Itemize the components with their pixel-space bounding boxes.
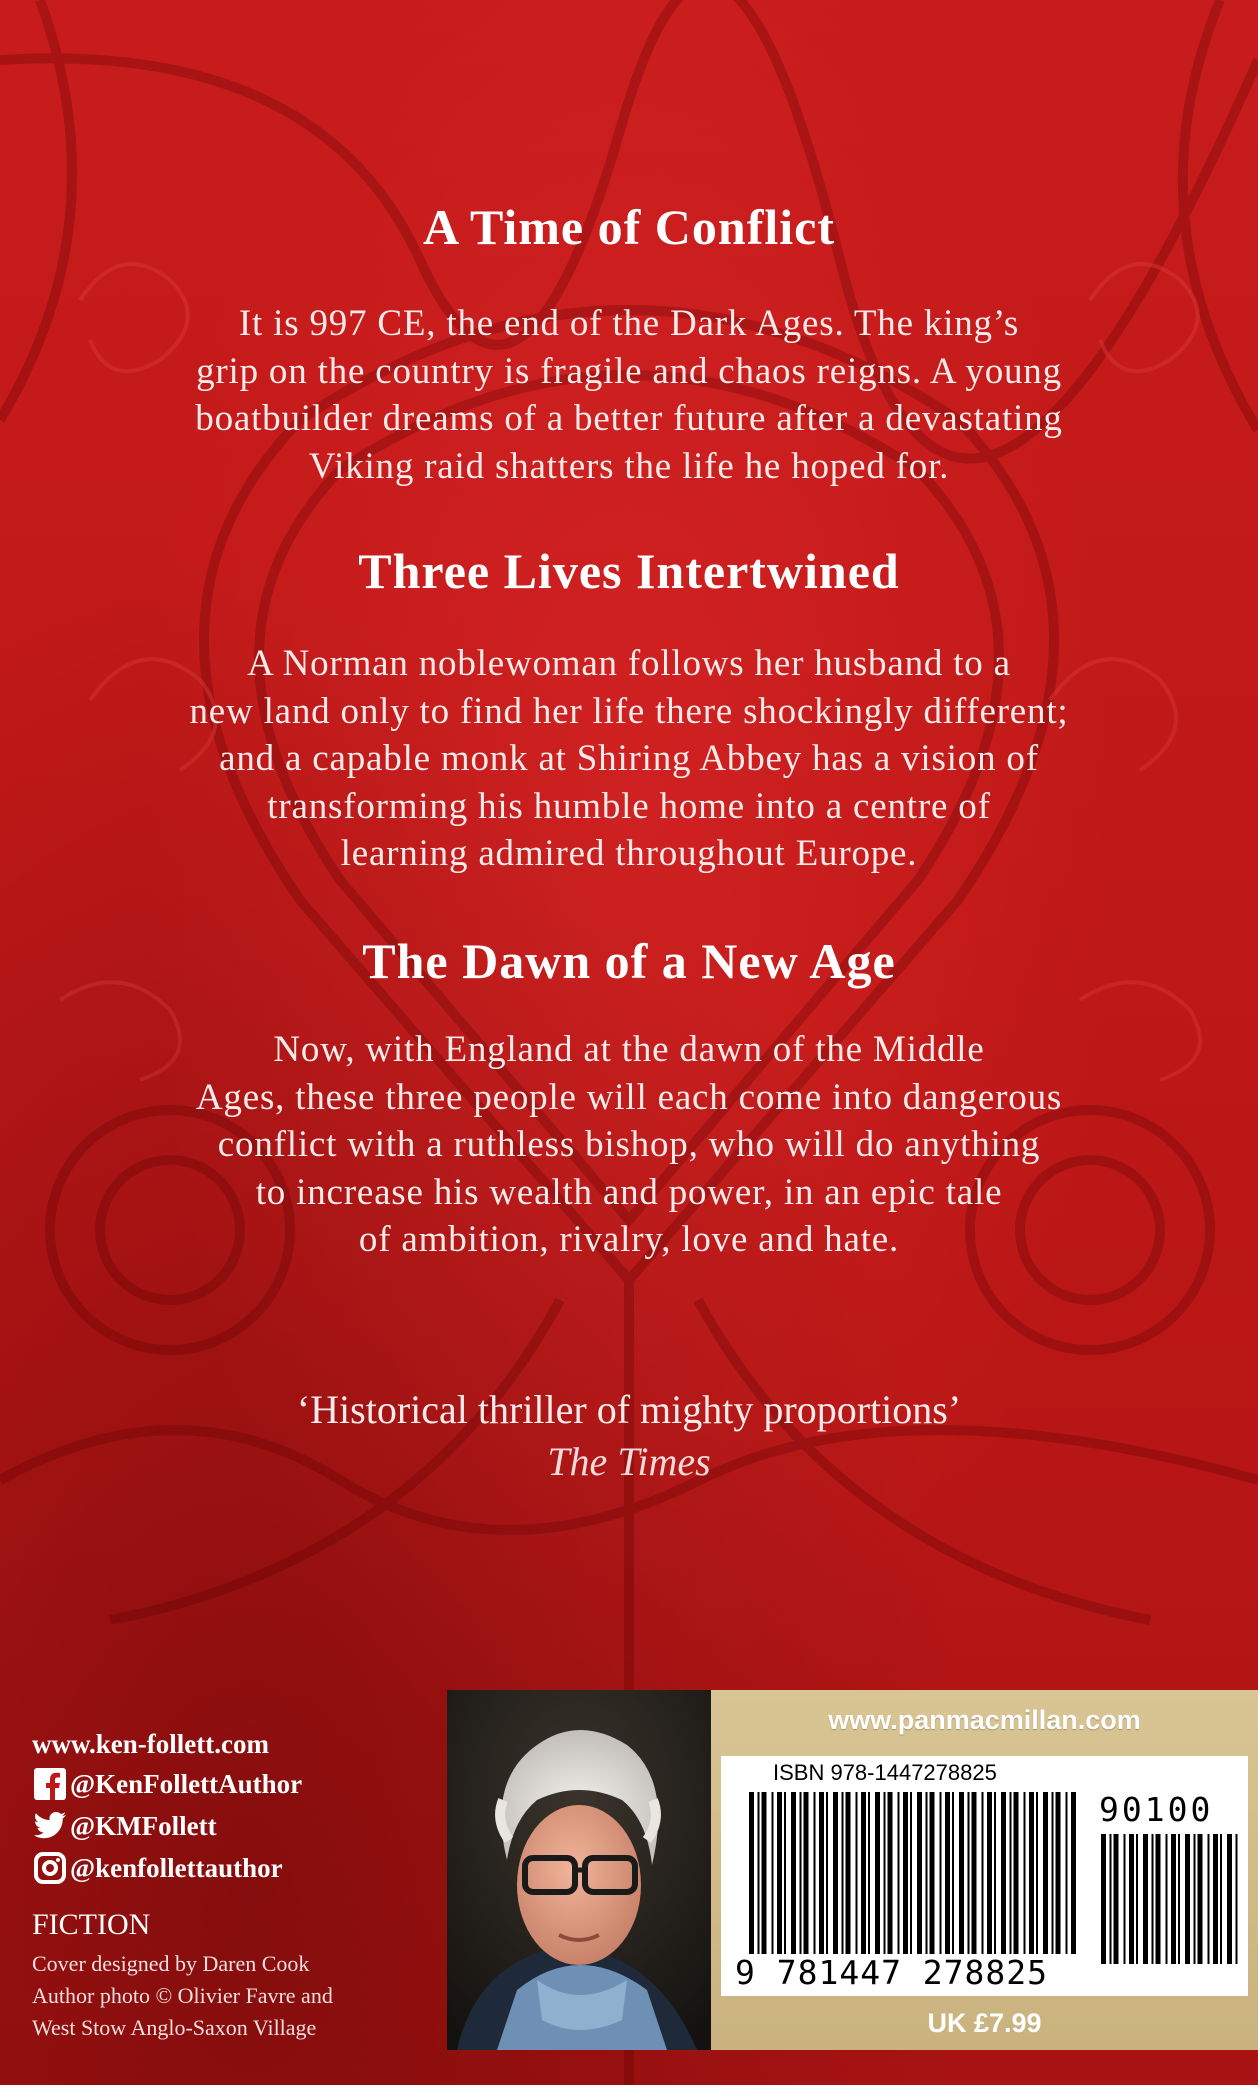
barcode-bar (1110, 1834, 1112, 1964)
barcode-bar (1036, 1792, 1038, 1954)
barcode-bar (1066, 1792, 1068, 1954)
barcode-bar (888, 1792, 893, 1954)
section-heading: Three Lives Intertwined (358, 543, 900, 599)
barcode-bar (758, 1792, 760, 1954)
twitter-handle: @KMFollett (70, 1810, 217, 1841)
paragraph-line: Viking raid shatters the life he hoped for. (308, 445, 950, 487)
barcode-bar (1043, 1792, 1048, 1954)
section-paragraph (90, 640, 1168, 878)
barcode-bar (1071, 1792, 1076, 1954)
isbn-text: ISBN 978-1447278825 (773, 1760, 997, 1785)
barcode-bar (1014, 1792, 1019, 1954)
barcode-bar (926, 1792, 928, 1954)
barcode-bar (1178, 1834, 1180, 1964)
barcode-bar (1001, 1792, 1006, 1954)
price-code: 90100 (1099, 1790, 1214, 1829)
barcode-bar (762, 1792, 767, 1954)
barcode-bar (1194, 1834, 1196, 1964)
barcode-bar (833, 1792, 838, 1954)
price-label: UK £7.99 (927, 2007, 1042, 2038)
barcode-bar (952, 1792, 954, 1954)
credit-line: Author photo © Olivier Favre and (32, 1983, 333, 2008)
barcode-bar (826, 1792, 828, 1954)
paragraph-line: Ages, these three people will each come into dangerous (195, 1076, 1063, 1118)
barcode-bar (982, 1792, 984, 1954)
instagram-link[interactable] (32, 1849, 283, 1887)
website-label: www.ken-follett.com (32, 1728, 269, 1759)
paragraph-line: A Norman noblewoman follows her husband to a (247, 643, 1011, 684)
section-paragraph (90, 1026, 1168, 1264)
barcode-bar (1152, 1834, 1154, 1964)
instagram-icon (32, 1850, 68, 1886)
barcode-bar (917, 1792, 922, 1954)
barcode-bar (814, 1792, 816, 1954)
barcode-bar (784, 1792, 786, 1954)
barcode-bar (987, 1792, 992, 1954)
barcode (749, 1792, 1079, 1954)
barcode-bar (868, 1792, 870, 1954)
barcode-bar (968, 1792, 970, 1954)
barcode-bar (1124, 1834, 1126, 1964)
barcode-bar (1029, 1792, 1034, 1954)
paragraph-line: to increase his wealth and power, in an epic tale (255, 1171, 1003, 1213)
barcode-bar (1052, 1792, 1054, 1954)
review-quote: ‘Historical thriller of mighty proportions’ (296, 1387, 962, 1432)
barcode-bar (777, 1792, 782, 1954)
credit-line: Cover designed by Daren Cook (32, 1951, 310, 1976)
barcode-bar (846, 1792, 851, 1954)
barcode-bar (800, 1792, 802, 1954)
facebook-handle: @KenFollettAuthor (70, 1768, 303, 1799)
barcode-bar (1136, 1834, 1138, 1964)
barcode-bar (1024, 1792, 1026, 1954)
barcode-bar (1166, 1834, 1168, 1964)
barcode-bar (903, 1792, 908, 1954)
barcode-bar (749, 1792, 754, 1954)
barcode-bar (994, 1792, 996, 1954)
barcode-bar (1236, 1834, 1238, 1964)
barcode-bar (772, 1792, 774, 1954)
barcode-bar (1129, 1834, 1134, 1964)
website-link[interactable] (32, 1725, 269, 1763)
facebook-link[interactable] (32, 1765, 302, 1803)
barcode-bar (1171, 1834, 1176, 1964)
barcode-bar (1143, 1834, 1148, 1964)
section-heading: A Time of Conflict (423, 199, 835, 255)
barcode-bar (842, 1792, 844, 1954)
paragraph-line: boatbuilder dreams of a better future after a devastating (195, 398, 1063, 439)
barcode-bar (791, 1792, 796, 1954)
barcode-bar (861, 1792, 866, 1954)
barcode-panel (711, 1690, 1258, 2050)
twitter-link[interactable] (32, 1807, 217, 1845)
paragraph-line: and a capable monk at Shiring Abbey has a vision of (219, 738, 1039, 779)
barcode-bar (1056, 1792, 1061, 1954)
twitter-icon (32, 1808, 68, 1844)
barcode-bar (856, 1792, 858, 1954)
barcode-bar (1208, 1834, 1210, 1964)
barcode-bar (875, 1792, 880, 1954)
barcode-bar (1227, 1834, 1232, 1964)
barcode-bar (910, 1792, 912, 1954)
paragraph-line: grip on the country is fragile and chaos reigns. A young (196, 350, 1062, 392)
section-paragraph (90, 300, 1168, 490)
barcode-bar (884, 1792, 886, 1954)
barcode-bar (1220, 1834, 1222, 1964)
credit-line: West Stow Anglo-Saxon Village (32, 2015, 317, 2040)
barcode-bar (940, 1792, 942, 1954)
genre-label: FICTION (32, 1908, 151, 1941)
barcode-area (721, 1756, 1248, 1996)
barcode-bar (819, 1792, 824, 1954)
instagram-handle: @kenfollettauthor (70, 1852, 283, 1883)
paragraph-line: Now, with England at the dawn of the Middle (273, 1029, 985, 1070)
barcode-bar (930, 1792, 935, 1954)
barcode-bar (804, 1792, 809, 1954)
review-source: The Times (547, 1439, 711, 1484)
barcode-digits: 9 781447 278825 (735, 1953, 1049, 1992)
paragraph-line: It is 997 CE, the end of the Dark Ages. The king’s (238, 303, 1020, 344)
author-photo (447, 1690, 711, 2050)
barcode-bar (1101, 1834, 1106, 1964)
paragraph-line: learning admired throughout Europe. (340, 833, 918, 874)
barcode-bar (1213, 1834, 1218, 1964)
barcode-bar (1010, 1792, 1012, 1954)
paragraph-line: of ambition, rivalry, love and hate. (358, 1219, 900, 1260)
barcode-bar (945, 1792, 950, 1954)
barcode-bar (1185, 1834, 1190, 1964)
barcode-bar (1114, 1834, 1119, 1964)
barcode-bar (898, 1792, 900, 1954)
paragraph-line: transforming his humble home into a centre of (267, 785, 991, 827)
credits (32, 1948, 432, 2044)
barcode-bar (1198, 1834, 1203, 1964)
paragraph-line: new land only to find her life there shockingly different; (189, 690, 1069, 732)
section-heading: The Dawn of a New Age (362, 933, 896, 989)
paragraph-line: conflict with a ruthless bishop, who will do anything (217, 1124, 1041, 1165)
barcode-bar (972, 1792, 977, 1954)
barcode-bar (1156, 1834, 1161, 1964)
facebook-icon (32, 1766, 68, 1802)
barcode-bar (959, 1792, 964, 1954)
addon-barcode (1101, 1834, 1241, 1964)
publisher-url[interactable]: www.panmacmillan.com (828, 1704, 1141, 1735)
